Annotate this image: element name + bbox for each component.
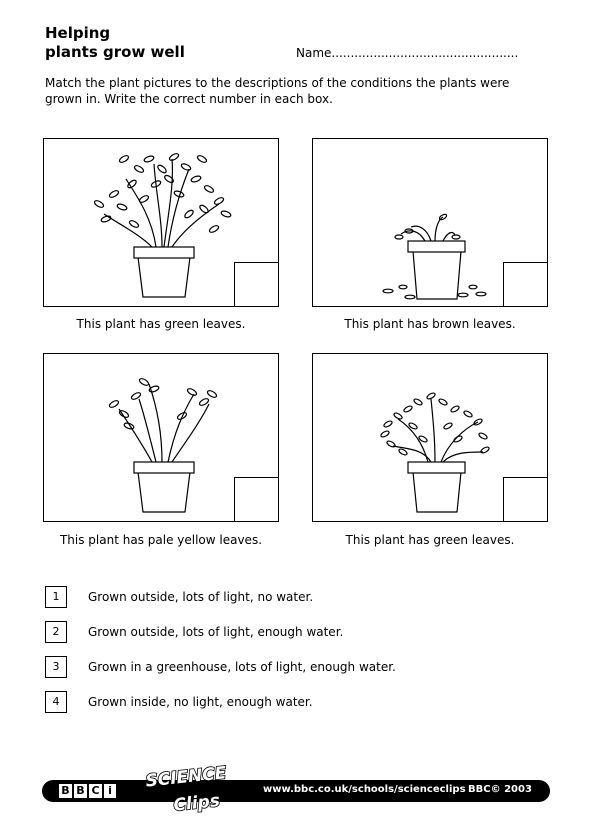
title-line-2: plants grow well	[45, 43, 185, 61]
panel-2-caption: This plant has brown leaves.	[344, 317, 516, 331]
condition-number-3: 3	[45, 656, 67, 678]
condition-number-1: 1	[45, 586, 67, 608]
footer-copyright: BBC© 2003	[468, 784, 532, 795]
panel-1-caption: This plant has green leaves.	[76, 317, 246, 331]
logo-word-science: SCIENCE	[144, 763, 228, 792]
plant-panel-1	[43, 138, 279, 307]
bbc-letter-4: i	[104, 784, 116, 798]
condition-text-3: Grown in a greenhouse, lots of light, enough water.	[88, 660, 396, 674]
name-field[interactable]: Name.................................................	[296, 46, 519, 60]
plant-panel-3	[43, 353, 279, 522]
answer-box-3[interactable]	[234, 477, 278, 521]
worksheet-title	[45, 24, 185, 62]
condition-text-2: Grown outside, lots of light, enough water.	[88, 625, 344, 639]
condition-text-4: Grown inside, no light, enough water.	[88, 695, 313, 709]
answer-box-1[interactable]	[234, 262, 278, 306]
footer-bar	[42, 780, 550, 802]
science-clips-logo	[140, 762, 250, 818]
condition-number-2: 2	[45, 621, 67, 643]
bbc-logo	[59, 784, 116, 798]
panel-3-caption: This plant has pale yellow leaves.	[59, 533, 263, 547]
condition-number-4: 4	[45, 691, 67, 713]
logo-word-clips: Clips	[172, 790, 221, 816]
instructions-text: Match the plant pictures to the descriptions of the conditions the plants were grown in. Write the correct number in each box.	[45, 76, 510, 106]
panel-4-caption: This plant has green leaves.	[345, 533, 515, 547]
bbc-letter-1: B	[59, 784, 72, 798]
plant-panel-2	[312, 138, 548, 307]
plant-panel-4	[312, 353, 548, 522]
footer-url: www.bbc.co.uk/schools/scienceclips	[263, 784, 466, 795]
answer-box-4[interactable]	[503, 477, 547, 521]
answer-box-2[interactable]	[503, 262, 547, 306]
title-line-1: Helping	[45, 24, 111, 42]
bbc-letter-3: C	[89, 784, 102, 798]
condition-text-1: Grown outside, lots of light, no water.	[88, 590, 314, 604]
bbc-letter-2: B	[74, 784, 87, 798]
